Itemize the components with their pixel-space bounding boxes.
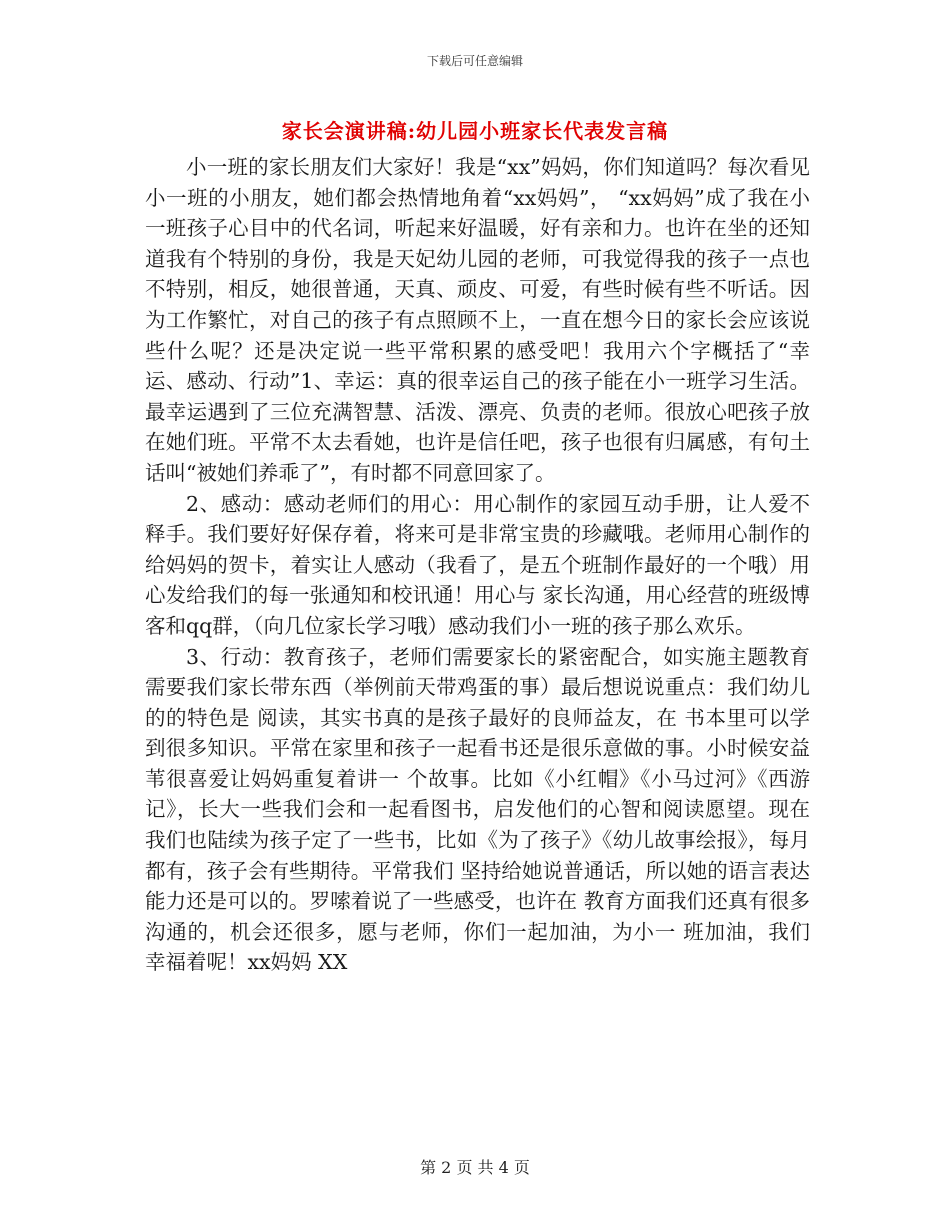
page-header: 下载后可任意编辑: [426, 54, 523, 68]
document-body: [145, 152, 810, 978]
page-number-footer: 第 2 页 共 4 页: [420, 1158, 530, 1177]
paragraph: 3、行动：教育孩子，老师们需要家长的紧密配合，如实施主题教育需要我们家长带东西（举例前天带鸡蛋的事）最后想说说重点：我们幼儿的的特色是 阅读，其实书真的是孩子最好的良师益友，在 书本里可以学到很多知识。平常在家里和孩子一起看书还是很乐意做的事。小时候安益苇很喜爱让妈妈重复着讲一 个故事。比如《小红帽》《小马过河》《西游记》，长大一些我们会和一起看图书，启发他们的心智和阅读愿望。现在我们也陆续为孩子定了一些书，比如《为了孩子》《幼儿故事绘报》，每月都有，孩子会有些期待。平常我们 坚持给她说普通话，所以她的语言表达能力还是可以的。罗嗦着说了一些感受，也许在 教育方面我们还真有很多沟通的，机会还很多，愿与老师，你们一起加油，为小一 班加油，我们 幸福着呢！xx妈妈 XX: [145, 644, 810, 975]
paragraph: 小一班的家长朋友们大家好！我是“xx”妈妈，你们知道吗？每次看见小一班的小朋友，她们都会热情地角着“xx妈妈”， “xx妈妈”成了我在小一班孩子心目中的代名词，听起来好温暖，好有亲和力。也许在坐的还知道我有个特别的身份，我是天妃幼儿园的老师，可我觉得我的孩子一点也不特别，相反，她很普通，天真、顽皮、可爱，有些时候有些不听话。因为工作繁忙，对自己的孩子有点照顾不上，一直在想今日的家长会应该说些什么呢？还是决定说一些平常积累的感受吧！我用六个字概括了“幸运、感动、行动”1、幸运：真的很幸运自己的孩子能在小一班学习生活。最幸运遇到了三位充满智慧、活泼、漂亮、负责的老师。很放心吧孩子放在她们班。平常不太去看她，也许是信任吧，孩子也很有归属感，有句土话叫“被她们养乖了”，有时都不同意回家了。: [145, 155, 810, 485]
document-title: 家长会演讲稿:幼儿园小班家长代表发言稿: [281, 119, 669, 143]
paragraph: 2、感动：感动老师们的用心：用心制作的家园互动手册，让人爱不释手。我们要好好保存着，将来可是非常宝贵的珍藏哦。老师用心制作的给妈妈的贺卡，着实让人感动（我看了，是五个班制作最好的一个哦）用心发给我们的每一张通知和校讯通！用心与 家长沟通，用心经营的班级博客和qq群，（向几位家长学习哦）感动我们小一班的孩子那么欢乐。: [145, 491, 810, 638]
